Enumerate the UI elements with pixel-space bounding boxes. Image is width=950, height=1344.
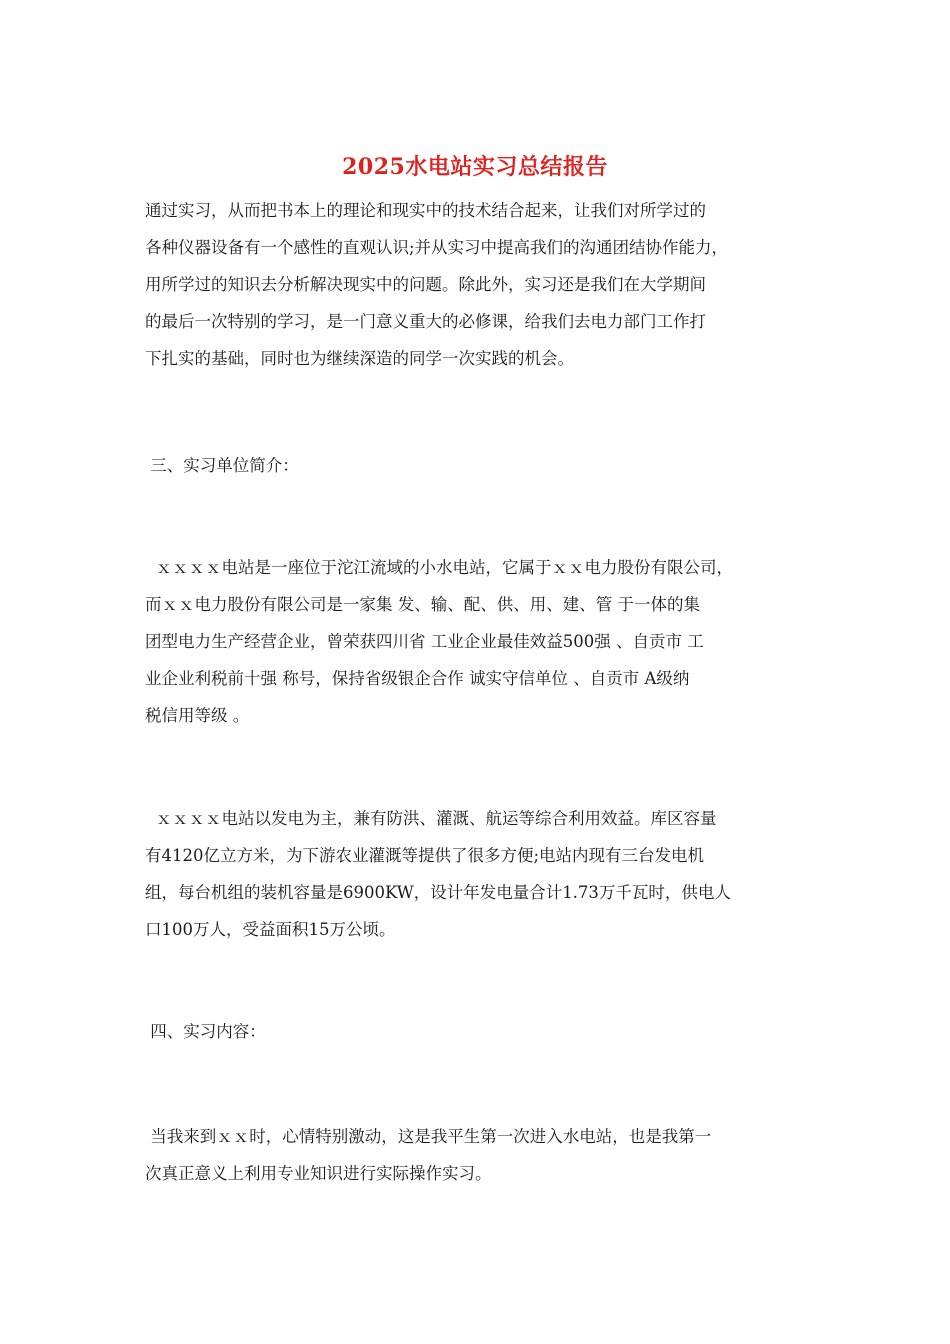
text-line: ｘｘｘｘ电站以发电为主，兼有防洪、灌溉、航运等综合利用效益。库区容量 bbox=[145, 809, 717, 828]
text-line: 团型电力生产经营企业，曾荣获四川省 工业企业最佳效益500强 、自贡市 工 bbox=[145, 632, 704, 651]
text-line: 口100万人，受益面积15万公顷。 bbox=[145, 920, 396, 939]
text-line: 次真正意义上利用专业知识进行实际操作实习。 bbox=[145, 1164, 492, 1183]
text-line: 用所学过的知识去分析解决现实中的问题。除此外，实习还是我们在大学期间 bbox=[145, 275, 706, 294]
document-title: 2025水电站实习总结报告 bbox=[342, 154, 608, 180]
text-line: ｘｘｘｘ电站是一座位于沱江流域的小水电站，它属于ｘｘ电力股份有限公司， bbox=[145, 558, 733, 577]
text-line: 各种仪器设备有一个感性的直观认识;并从实习中提高我们的沟通团结协作能力， bbox=[145, 238, 729, 257]
section-heading: 三、实习单位简介： bbox=[145, 456, 299, 475]
text-line: 而ｘｘ电力股份有限公司是一家集 发、输、配、供、用、建、管 于一体的集 bbox=[145, 595, 700, 614]
section-heading: 四、实习内容： bbox=[145, 1022, 266, 1041]
text-line: 下扎实的基础，同时也为继续深造的同学一次实践的机会。 bbox=[145, 349, 574, 368]
text-line: 组，每台机组的装机容量是6900KW，设计年发电量合计1.73万千瓦时，供电人 bbox=[145, 883, 731, 902]
text-line: 税信用等级 。 bbox=[145, 706, 250, 725]
text-line: 通过实习，从而把书本上的理论和现实中的技术结合起来，让我们对所学过的 bbox=[145, 201, 706, 220]
text-line: 业企业利税前十强 称号，保持省级银企合作 诚实守信单位 、自贡市 A级纳 bbox=[145, 669, 690, 688]
text-line: 的最后一次特别的学习，是一门意义重大的必修课，给我们去电力部门工作打 bbox=[145, 312, 706, 331]
text-line: 当我来到ｘｘ时，心情特别激动，这是我平生第一次进入水电站，也是我第一 bbox=[145, 1127, 712, 1146]
text-line: 有4120亿立方米，为下游农业灌溉等提供了很多方便;电站内现有三台发电机 bbox=[145, 846, 705, 865]
